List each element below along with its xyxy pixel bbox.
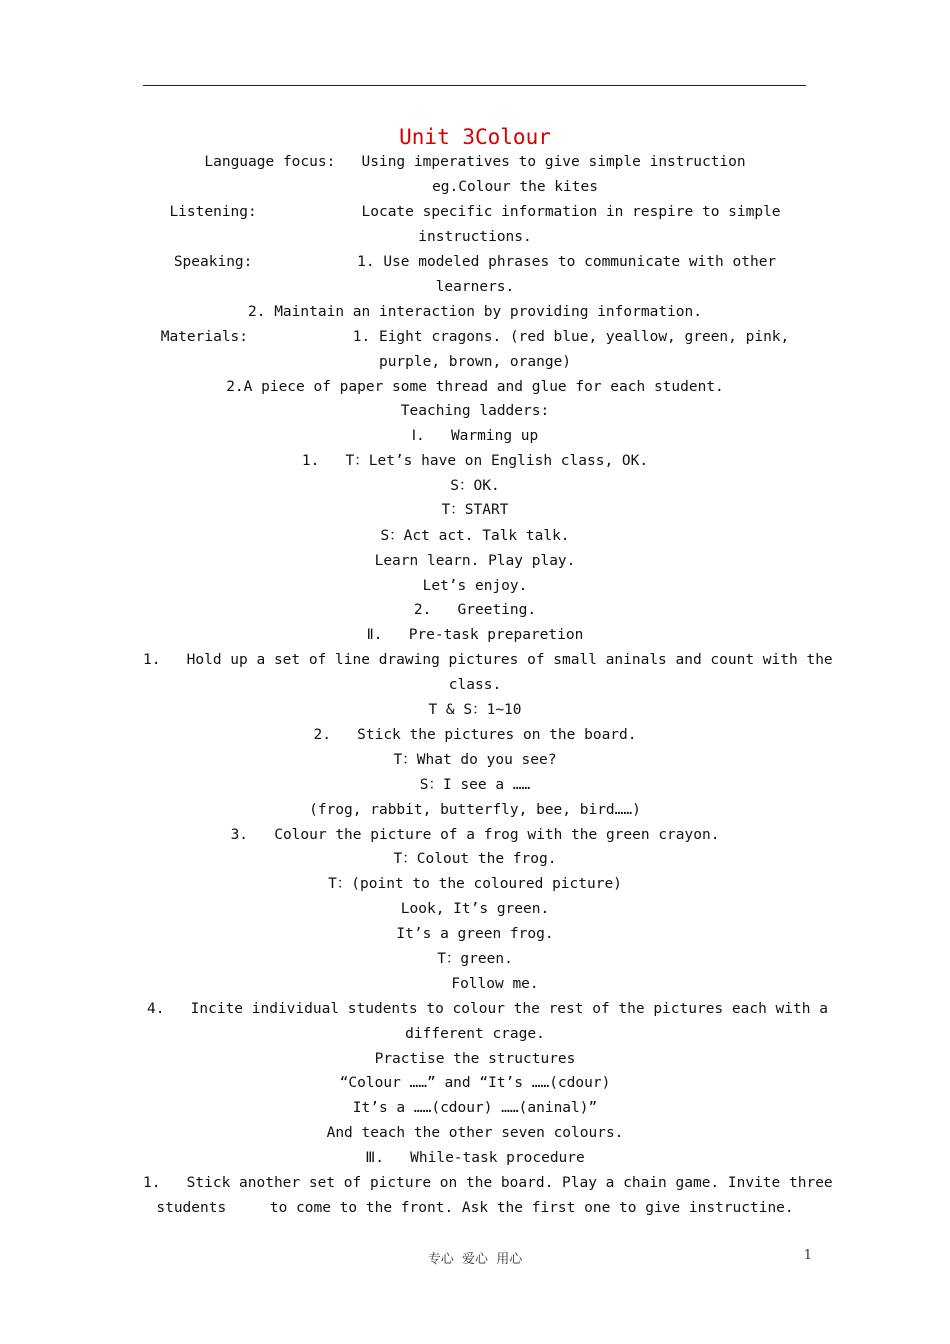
heading-pre-task: Ⅱ. Pre-task preparetion [366,627,584,643]
line-pretask-3: 3. Colour the picture of a frog with the green crayon. [230,827,720,843]
line-practise: Practise the structures [374,1051,576,1067]
line-pretask-4: 4. Incite individual students to colour the rest of the pictures each with a [147,1001,828,1017]
line-listening-cont: instructions. [418,229,532,245]
line-materials: Materials: 1. Eight cragons. (red blue, yeallow, green, pink, [160,329,790,345]
footer-text: 专心 爱心 用心 [427,1252,523,1267]
line-pretask-1: 1. Hold up a set of line drawing pictures of small aninals and count with the [143,652,833,668]
line-what-see: T：What do you see? [393,752,557,768]
line-structure-2: It’s a ……(cdour) ……(aninal)” [352,1100,598,1116]
heading-warming-up: Ⅰ. Warming up [411,428,539,444]
line-look-green: Look, It’s green. [400,901,550,917]
line-speaking: Speaking: 1. Use modeled phrases to communicate with other [173,254,777,270]
line-point: T：(point to the coloured picture) [328,876,622,892]
line-whiletask-1-cont: students to come to the front. Ask the first one to give instructine. [156,1200,794,1216]
line-pretask-4-cont: different crage. [405,1026,545,1042]
header-rule [143,85,806,86]
line-t-green: T：green. [437,951,513,967]
line-materials-cont: purple, brown, orange) [378,354,572,370]
line-count: T & S：1~10 [428,702,522,718]
line-pretask-1-cont: class. [448,677,502,693]
line-listening: Listening: Locate specific information in respire to simple [169,204,781,220]
line-i-see: S：I see a …… [419,777,531,793]
line-animals: (frog, rabbit, butterfly, bee, bird……) [309,802,641,818]
line-warmup-learn: Learn learn. Play play. [374,553,576,569]
line-warmup-enjoy: Let’s enjoy. [422,578,528,594]
line-speaking-2: 2. Maintain an interaction by providing information. [248,304,702,320]
page-number: 1 [803,1248,812,1263]
line-warmup-act: S：Act act. Talk talk. [380,528,570,544]
line-teaching-ladders: Teaching ladders: [400,403,550,419]
line-greeting: 2. Greeting. [413,602,537,618]
line-teach-colours: And teach the other seven colours. [326,1125,624,1141]
line-follow-me: Follow me. [451,976,539,992]
document-title: Unit 3Colour [399,125,551,149]
line-structure-1: “Colour ……” and “It’s ……(cdour) [339,1075,611,1091]
line-speaking-cont: learners. [435,279,515,295]
line-whiletask-1: 1. Stick another set of picture on the board. Play a chain game. Invite three [143,1175,833,1191]
line-green-frog: It’s a green frog. [396,926,554,942]
line-materials-2: 2.A piece of paper some thread and glue for each student. [226,379,724,395]
line-warmup-ok: S：OK. [450,478,500,494]
line-example: eg.Colour the kites [432,179,598,195]
line-warmup-start: T：START [441,502,509,518]
line-colout-frog: T：Colout the frog. [393,851,557,867]
line-warmup-1: 1. T：Let’s have on English class, OK. [301,453,649,469]
line-language-focus: Language focus: Using imperatives to give simple instruction [204,154,746,170]
line-pretask-2: 2. Stick the pictures on the board. [313,727,637,743]
heading-while-task: Ⅲ. While-task procedure [365,1150,585,1166]
